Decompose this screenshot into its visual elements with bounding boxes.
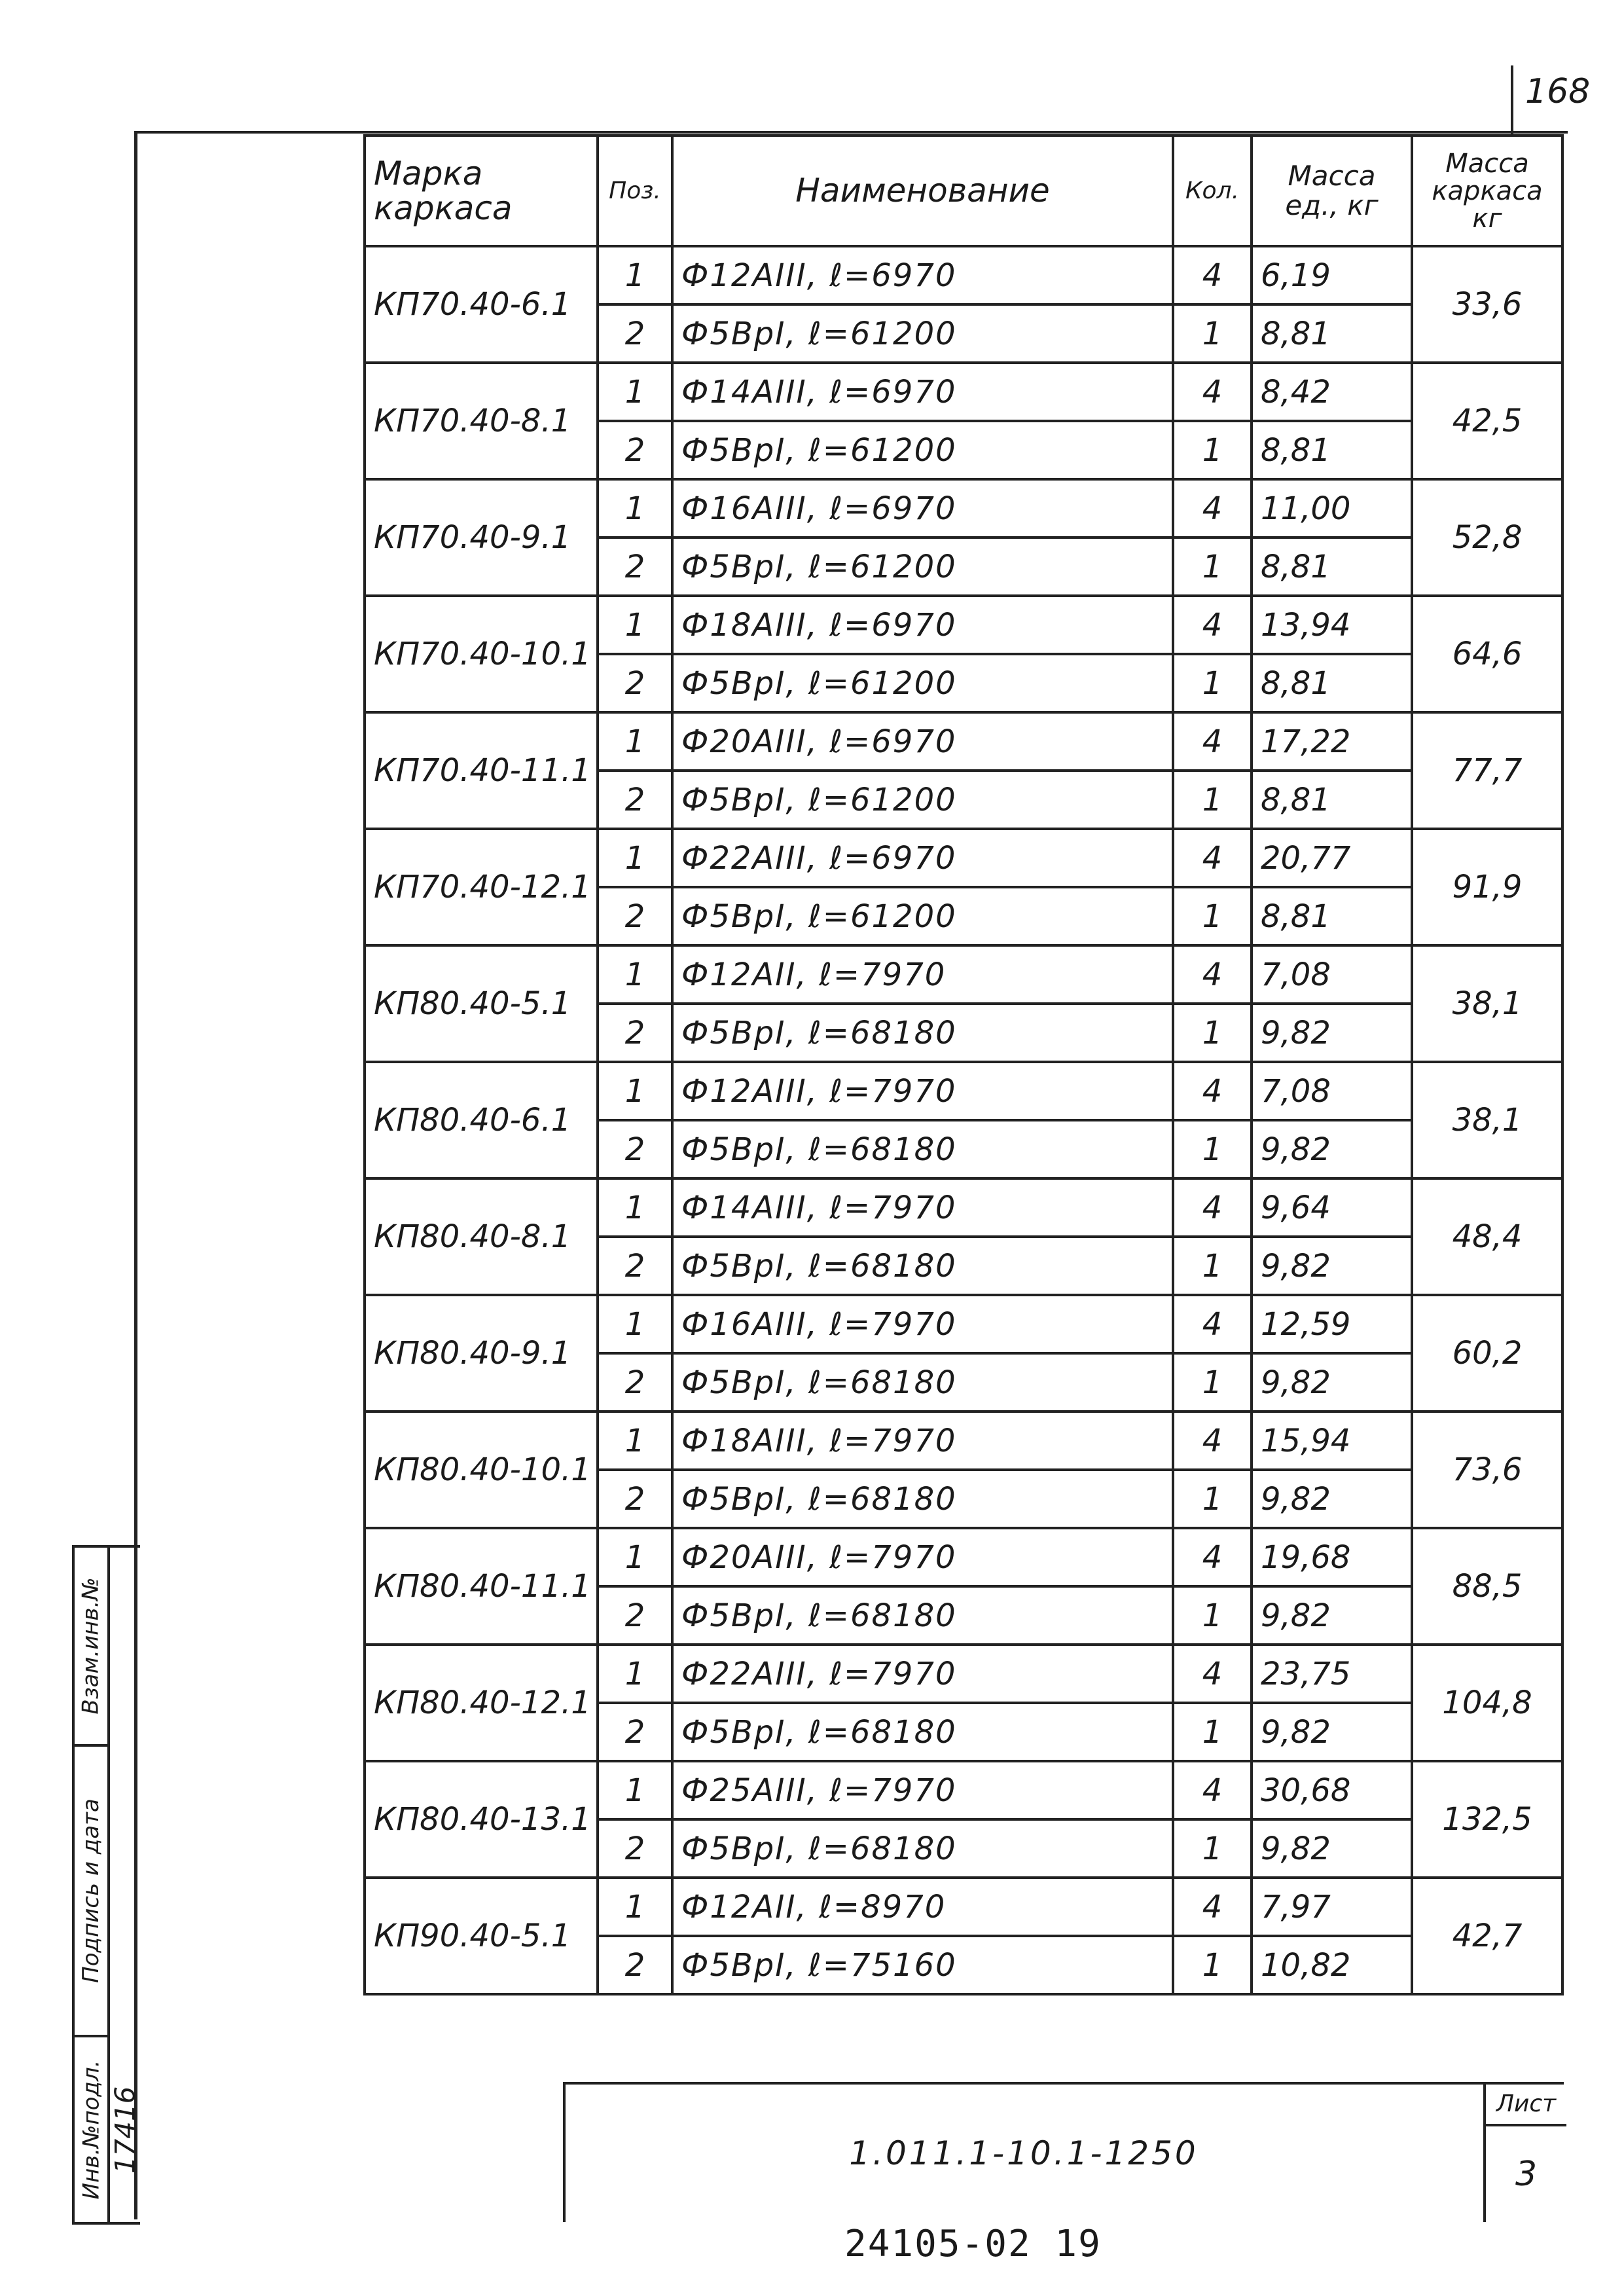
table-row [365, 1412, 1562, 1470]
frame-mark: КП80.40-6.1 [365, 1062, 598, 1178]
frame-mark: КП70.40-9.1 [365, 479, 598, 596]
item-quantity: 4 [1173, 1412, 1252, 1470]
position-number: 2 [598, 1004, 672, 1062]
item-quantity: 1 [1173, 1120, 1252, 1178]
position-number: 1 [598, 596, 672, 654]
unit-mass: 9,82 [1252, 1703, 1412, 1761]
unit-mass: 9,82 [1252, 1470, 1412, 1528]
item-quantity: 1 [1173, 1470, 1252, 1528]
unit-mass: 8,81 [1252, 887, 1412, 945]
item-quantity: 4 [1173, 712, 1252, 771]
unit-mass: 8,81 [1252, 421, 1412, 479]
item-quantity: 4 [1173, 1062, 1252, 1120]
position-number: 1 [598, 829, 672, 887]
unit-mass: 9,82 [1252, 1237, 1412, 1295]
position-number: 2 [598, 1120, 672, 1178]
item-quantity: 4 [1173, 596, 1252, 654]
side-stamp-values [109, 1548, 141, 2222]
table-row [365, 246, 1562, 304]
item-name: Ф5ВрI, ℓ=61200 [672, 771, 1173, 829]
item-quantity: 4 [1173, 363, 1252, 421]
item-quantity: 4 [1173, 1178, 1252, 1237]
position-number: 1 [598, 1178, 672, 1237]
item-name: Ф5ВрI, ℓ=61200 [672, 421, 1173, 479]
frame-mass: 104,8 [1412, 1645, 1562, 1761]
table-row [365, 596, 1562, 654]
frame-mark: КП70.40-8.1 [365, 363, 598, 479]
item-name: Ф14АIII, ℓ=6970 [672, 363, 1173, 421]
unit-mass: 23,75 [1252, 1645, 1412, 1703]
item-name: Ф5ВрI, ℓ=75160 [672, 1936, 1173, 1994]
side-cell-inv-value [109, 2037, 141, 2222]
item-name: Ф12АII, ℓ=8970 [672, 1878, 1173, 1936]
item-quantity: 1 [1173, 304, 1252, 363]
unit-mass: 15,94 [1252, 1412, 1412, 1470]
title-block [563, 2082, 1564, 2222]
item-name: Ф18АIII, ℓ=7970 [672, 1412, 1173, 1470]
inv-label: Инв.№подл. [78, 2060, 105, 2200]
position-number: 2 [598, 1353, 672, 1412]
table-row [365, 945, 1562, 1004]
item-name: Ф22АIII, ℓ=7970 [672, 1645, 1173, 1703]
frame-mass: 38,1 [1412, 945, 1562, 1062]
position-number: 1 [598, 479, 672, 538]
unit-mass: 9,64 [1252, 1178, 1412, 1237]
item-quantity: 1 [1173, 1353, 1252, 1412]
header-pos: Поз. [598, 136, 672, 246]
frame-mark: КП80.40-10.1 [365, 1412, 598, 1528]
inv-value: 17416 [109, 2086, 141, 2174]
position-number: 1 [598, 1295, 672, 1353]
item-name: Ф18АIII, ℓ=6970 [672, 596, 1173, 654]
position-number: 2 [598, 1470, 672, 1528]
item-quantity: 1 [1173, 421, 1252, 479]
position-number: 1 [598, 712, 672, 771]
position-number: 2 [598, 771, 672, 829]
table-row [365, 1062, 1562, 1120]
sheet-number: 168 [1525, 72, 1591, 111]
unit-mass: 30,68 [1252, 1761, 1412, 1819]
frame-mark: КП70.40-6.1 [365, 246, 598, 363]
position-number: 1 [598, 1878, 672, 1936]
frame-mark: КП80.40-9.1 [365, 1295, 598, 1412]
item-name: Ф25АIII, ℓ=7970 [672, 1761, 1173, 1819]
item-quantity: 1 [1173, 1004, 1252, 1062]
position-number: 2 [598, 1703, 672, 1761]
unit-mass: 17,22 [1252, 712, 1412, 771]
position-number: 1 [598, 1761, 672, 1819]
position-number: 1 [598, 1528, 672, 1586]
unit-mass: 9,82 [1252, 1353, 1412, 1412]
frame-mass: 132,5 [1412, 1761, 1562, 1878]
frame-mass: 91,9 [1412, 829, 1562, 945]
table-row [365, 1761, 1562, 1819]
position-number: 2 [598, 1237, 672, 1295]
item-name: Ф12АIII, ℓ=7970 [672, 1062, 1173, 1120]
table-header-row [365, 136, 1562, 246]
unit-mass: 11,00 [1252, 479, 1412, 538]
side-cell-sign [75, 1747, 107, 2037]
unit-mass: 9,82 [1252, 1120, 1412, 1178]
unit-mass: 8,81 [1252, 304, 1412, 363]
item-quantity: 4 [1173, 479, 1252, 538]
unit-mass: 7,08 [1252, 1062, 1412, 1120]
position-number: 2 [598, 1586, 672, 1645]
unit-mass: 20,77 [1252, 829, 1412, 887]
table-row [365, 1295, 1562, 1353]
item-name: Ф16АIII, ℓ=6970 [672, 479, 1173, 538]
position-number: 1 [598, 1645, 672, 1703]
side-stamp [72, 1545, 140, 2225]
item-name: Ф5ВрI, ℓ=68180 [672, 1819, 1173, 1878]
unit-mass: 19,68 [1252, 1528, 1412, 1586]
table-row [365, 1178, 1562, 1237]
side-cell-inv [75, 2037, 107, 2222]
unit-mass: 9,82 [1252, 1004, 1412, 1062]
frame-mass: 52,8 [1412, 479, 1562, 596]
position-number: 1 [598, 363, 672, 421]
item-quantity: 4 [1173, 945, 1252, 1004]
frame-mark: КП80.40-12.1 [365, 1645, 598, 1761]
position-number: 2 [598, 421, 672, 479]
header-mark: Марка каркаса [365, 136, 598, 246]
frame-mass: 42,5 [1412, 363, 1562, 479]
side-cell-swap [75, 1548, 107, 1747]
header-unit-mass: Масса ед., кг [1252, 136, 1412, 246]
item-quantity: 4 [1173, 1295, 1252, 1353]
table-row [365, 829, 1562, 887]
item-quantity: 1 [1173, 1237, 1252, 1295]
position-number: 1 [598, 945, 672, 1004]
table-row [365, 363, 1562, 421]
frame-mass: 60,2 [1412, 1295, 1562, 1412]
item-quantity: 4 [1173, 246, 1252, 304]
side-stamp-labels [75, 1548, 110, 2222]
table-row [365, 479, 1562, 538]
item-name: Ф5ВрI, ℓ=68180 [672, 1470, 1173, 1528]
item-quantity: 1 [1173, 1586, 1252, 1645]
item-name: Ф14АIII, ℓ=7970 [672, 1178, 1173, 1237]
unit-mass: 9,82 [1252, 1586, 1412, 1645]
position-number: 1 [598, 1412, 672, 1470]
frame-mass: 38,1 [1412, 1062, 1562, 1178]
header-qty: Кол. [1173, 136, 1252, 246]
frame-mark: КП80.40-13.1 [365, 1761, 598, 1878]
item-quantity: 4 [1173, 1645, 1252, 1703]
item-name: Ф20АIII, ℓ=6970 [672, 712, 1173, 771]
position-number: 2 [598, 1819, 672, 1878]
unit-mass: 6,19 [1252, 246, 1412, 304]
item-quantity: 1 [1173, 654, 1252, 712]
unit-mass: 7,97 [1252, 1878, 1412, 1936]
item-quantity: 1 [1173, 538, 1252, 596]
table-row [365, 1645, 1562, 1703]
swap-label: Взам.инв.№ [78, 1577, 105, 1715]
unit-mass: 12,59 [1252, 1295, 1412, 1353]
item-name: Ф5ВрI, ℓ=61200 [672, 538, 1173, 596]
frame-mass: 48,4 [1412, 1178, 1562, 1295]
frame-mark: КП70.40-10.1 [365, 596, 598, 712]
table-row [365, 1528, 1562, 1586]
unit-mass: 8,81 [1252, 654, 1412, 712]
frame-mark: КП80.40-11.1 [365, 1528, 598, 1645]
table-row [365, 1878, 1562, 1936]
item-name: Ф22АIII, ℓ=6970 [672, 829, 1173, 887]
unit-mass: 9,82 [1252, 1819, 1412, 1878]
bottom-code: 24105-02 19 [844, 2223, 1102, 2265]
item-name: Ф5ВрI, ℓ=68180 [672, 1586, 1173, 1645]
item-quantity: 4 [1173, 1761, 1252, 1819]
unit-mass: 8,81 [1252, 771, 1412, 829]
table-body [365, 246, 1562, 1994]
header-frame-mass: Масса каркаса кг [1412, 136, 1562, 246]
frame-mass: 33,6 [1412, 246, 1562, 363]
unit-mass: 10,82 [1252, 1936, 1412, 1994]
item-name: Ф5ВрI, ℓ=68180 [672, 1004, 1173, 1062]
item-name: Ф5ВрI, ℓ=61200 [672, 654, 1173, 712]
frame-mark: КП80.40-5.1 [365, 945, 598, 1062]
item-name: Ф5ВрI, ℓ=61200 [672, 304, 1173, 363]
unit-mass: 7,08 [1252, 945, 1412, 1004]
sheet-value: 3 [1515, 2155, 1538, 2194]
frame-mark: КП70.40-12.1 [365, 829, 598, 945]
sign-label: Подпись и дата [78, 1798, 105, 1983]
position-number: 2 [598, 654, 672, 712]
unit-mass: 13,94 [1252, 596, 1412, 654]
position-number: 1 [598, 246, 672, 304]
frame-mass: 64,6 [1412, 596, 1562, 712]
item-name: Ф12АII, ℓ=7970 [672, 945, 1173, 1004]
frame-mass: 42,7 [1412, 1878, 1562, 1994]
item-name: Ф5ВрI, ℓ=68180 [672, 1237, 1173, 1295]
frame-mass: 88,5 [1412, 1528, 1562, 1645]
frame-mark: КП70.40-11.1 [365, 712, 598, 829]
position-number: 2 [598, 887, 672, 945]
sheet-number-divider [1511, 65, 1513, 134]
item-name: Ф16АIII, ℓ=7970 [672, 1295, 1173, 1353]
item-name: Ф12АIII, ℓ=6970 [672, 246, 1173, 304]
item-quantity: 1 [1173, 1936, 1252, 1994]
specification-table [363, 134, 1564, 1995]
position-number: 1 [598, 1062, 672, 1120]
sheet-label: Лист [1486, 2085, 1566, 2126]
frame-mark: КП90.40-5.1 [365, 1878, 598, 1994]
frame-mass: 73,6 [1412, 1412, 1562, 1528]
item-name: Ф20АIII, ℓ=7970 [672, 1528, 1173, 1586]
frame-mass: 77,7 [1412, 712, 1562, 829]
item-name: Ф5ВрI, ℓ=68180 [672, 1353, 1173, 1412]
table-row [365, 712, 1562, 771]
position-number: 2 [598, 1936, 672, 1994]
item-quantity: 4 [1173, 1878, 1252, 1936]
sheet-box [1483, 2085, 1566, 2222]
unit-mass: 8,81 [1252, 538, 1412, 596]
frame-border-top [134, 131, 1568, 134]
document-code: 1.011.1-10.1-1250 [849, 2134, 1199, 2172]
item-quantity: 4 [1173, 1528, 1252, 1586]
item-quantity: 1 [1173, 771, 1252, 829]
item-quantity: 1 [1173, 1703, 1252, 1761]
header-name: Наименование [672, 136, 1173, 246]
unit-mass: 8,42 [1252, 363, 1412, 421]
item-name: Ф5ВрI, ℓ=68180 [672, 1703, 1173, 1761]
position-number: 2 [598, 538, 672, 596]
item-quantity: 1 [1173, 887, 1252, 945]
item-name: Ф5ВрI, ℓ=68180 [672, 1120, 1173, 1178]
frame-mark: КП80.40-8.1 [365, 1178, 598, 1295]
item-name: Ф5ВрI, ℓ=61200 [672, 887, 1173, 945]
item-quantity: 4 [1173, 829, 1252, 887]
position-number: 2 [598, 304, 672, 363]
item-quantity: 1 [1173, 1819, 1252, 1878]
